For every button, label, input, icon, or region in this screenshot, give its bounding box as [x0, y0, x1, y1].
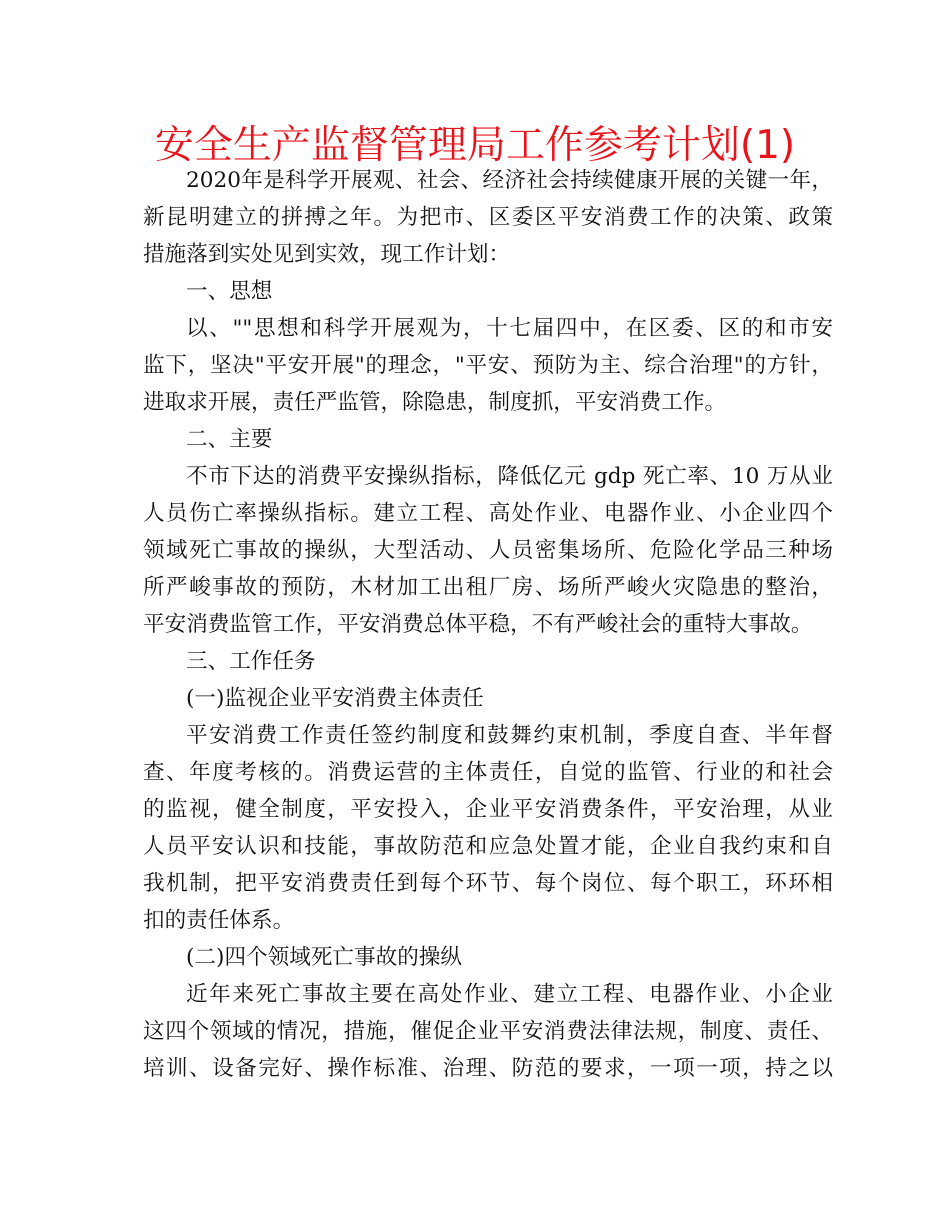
text-line: 措施落到实处见到实效，现工作计划： [143, 242, 511, 267]
text-line: 监下，坚决"平安开展"的理念，"平安、预防为主、综合治理"的方针， [143, 353, 833, 378]
text-line: 近年来死亡事故主要在高处作业、建立工程、电器作业、小企业 [186, 982, 833, 1007]
text-line: 这四个领域的情况，措施，催促企业平安消费法律法规，制度、责任、 [143, 1019, 833, 1044]
text-line: 人员伤亡率操纵指标。建立工程、高处作业、电器作业、小企业四个 [143, 501, 833, 526]
text-line: (二)四个领域死亡事故的操纵 [186, 945, 462, 970]
paragraph [143, 310, 833, 421]
subsection-heading [143, 939, 833, 976]
section-heading [143, 643, 833, 680]
section-heading [143, 273, 833, 310]
text-line: 进取求开展，责任严监管，除隐患，制度抓，平安消费工作。 [143, 390, 727, 415]
paragraph [143, 976, 833, 1087]
text-line: (一)监视企业平安消费主体责任 [186, 686, 484, 711]
text-line: 人员平安认识和技能，事故防范和应急处置才能，企业自我约束和自 [143, 834, 833, 859]
text-line: 不市下达的消费平安操纵指标，降低亿元 gdp 死亡率、10 万从业 [186, 464, 833, 489]
text-line: 扣的责任体系。 [143, 908, 295, 933]
text-line: 三、工作任务 [186, 649, 316, 674]
text-line: 一、思想 [186, 279, 273, 304]
document-body [143, 162, 833, 1087]
page-title: 安全生产监督管理局工作参考计划(1) [154, 123, 796, 168]
text-line: 所严峻事故的预防，木材加工出租厂房、场所严峻火灾隐患的整治， [143, 575, 833, 600]
text-line: 领域死亡事故的操纵，大型活动、人员密集场所、危险化学品三种场 [143, 538, 833, 563]
text-line: 平安消费监管工作，平安消费总体平稳，不有严峻社会的重特大事故。 [143, 612, 813, 637]
text-line: 二、主要 [186, 427, 273, 452]
text-line: 平安消费工作责任签约制度和鼓舞约束机制，季度自查、半年督 [186, 723, 833, 748]
subsection-heading [143, 680, 833, 717]
text-line: 的监视，健全制度，平安投入，企业平安消费条件，平安治理，从业 [143, 797, 833, 822]
paragraph [143, 717, 833, 939]
text-line: 查、年度考核的。消费运营的主体责任，自觉的监管、行业的和社会 [143, 760, 833, 785]
text-line: 新昆明建立的拼搏之年。为把市、区委区平安消费工作的决策、政策 [143, 205, 833, 230]
paragraph [143, 458, 833, 643]
text-line: 培训、设备完好、操作标准、治理、防范的要求，一项一项，持之以 [143, 1056, 833, 1081]
text-line: 以、""思想和科学开展观为，十七届四中，在区委、区的和市安 [186, 316, 833, 341]
text-line: 我机制，把平安消费责任到每个环节、每个岗位、每个职工，环环相 [143, 871, 833, 896]
section-heading [143, 421, 833, 458]
paragraph [143, 162, 833, 273]
text-line: 2020年是科学开展观、社会、经济社会持续健康开展的关键一年， [186, 168, 833, 193]
